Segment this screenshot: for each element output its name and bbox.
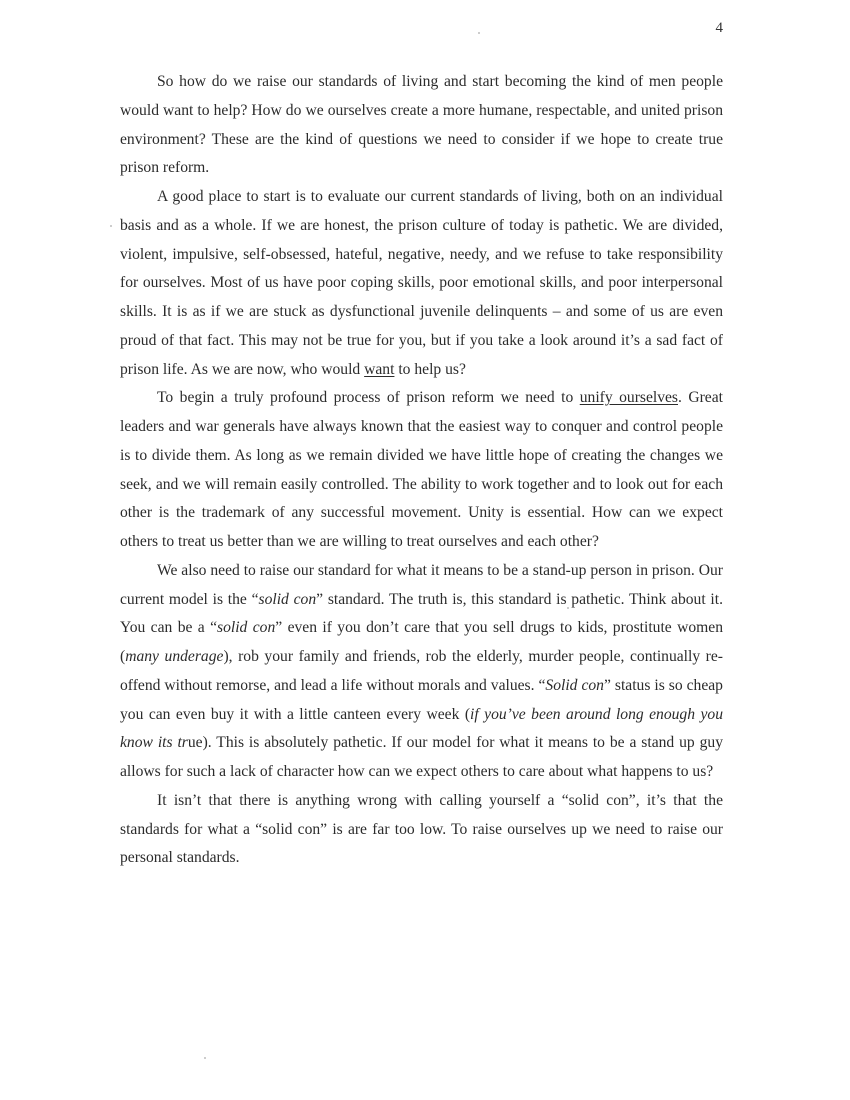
italic-text: Solid con	[545, 676, 604, 694]
paragraph	[120, 68, 723, 183]
scan-speck	[478, 32, 480, 34]
text-run: to help us?	[394, 360, 466, 378]
text-run: We also need to raise our standard for what it means to be a stand-up person in prison. Our current model is the “	[120, 561, 723, 608]
paragraph	[120, 787, 723, 873]
underlined-text: want	[364, 360, 395, 378]
paragraph	[120, 183, 723, 384]
italic-text: solid con	[258, 590, 317, 608]
text-run: ), rob your family and friends, rob the elderly, murder people, continually re-offend without remorse, and lead a life without morals and values. “	[120, 648, 723, 694]
paragraph	[120, 384, 723, 557]
text-run: To begin a truly profound process of prison reform we need to	[157, 389, 580, 407]
text-run: ” standard. The truth is, this standard is pathetic. Think about it. You can be a “	[120, 590, 723, 637]
text-run: A good place to start is to evaluate our current standards of living, both on an individual basis and as a whole. If we are honest, the prison culture of today is pathetic. We are divided, violent, impulsive, self-obsessed, hateful, negative, needy, and we refuse to take responsibility for ourselves. Most of us have poor coping skills, poor emotional skills, and poor interpersonal skills. It is as if we are stuck as dysfunctional juvenile delinquents – and some of us are even proud of that fact. This may not be true for you, but if you take a look around it’s a sad fact of prison life. As we are now, who would	[120, 188, 723, 378]
text-run: ue). This is absolutely pathetic. If our model for what it means to be a stand up guy allows for such a lack of character how can we expect others to care about what happens to us?	[120, 734, 723, 780]
paragraph	[120, 557, 723, 787]
text-run: ” even if you don’t care that you sell drugs to kids, prostitute women (	[120, 619, 723, 665]
text-run: So how do we raise our standards of living and start becoming the kind of men people would want to help? How do we ourselves create a more humane, respectable, and united prison environment? These are the kind of questions we need to consider if we hope to create true prison reform.	[120, 73, 723, 177]
underlined-text: unify ourselves	[579, 389, 678, 407]
body-text	[120, 68, 723, 873]
italic-text: if you’ve been around long enough you know its tr	[120, 705, 723, 752]
italic-text: solid con	[217, 619, 276, 637]
italic-text: many underage	[125, 648, 224, 665]
text-run: ” status is so cheap you can even buy it with a little canteen every week (	[120, 676, 723, 723]
page-number: 4	[715, 20, 723, 36]
scan-speck	[204, 1057, 206, 1059]
text-run: . Great leaders and war generals have always known that the easiest way to conquer and control people is to divide them. As long as we remain divided we have little hope of creating the changes we seek, and we will remain easily controlled. The ability to work together and to look out for each other is the trademark of any successful movement. Unity is essential. How can we expect others to treat us better than we are willing to treat ourselves and each other?	[120, 389, 723, 550]
scan-speck	[110, 225, 112, 227]
scan-speck	[567, 607, 569, 609]
text-run: It isn’t that there is anything wrong with calling yourself a “solid con”, it’s that the standards for what a “solid con” is are far too low. To raise ourselves up we need to raise our personal standards.	[120, 791, 723, 867]
